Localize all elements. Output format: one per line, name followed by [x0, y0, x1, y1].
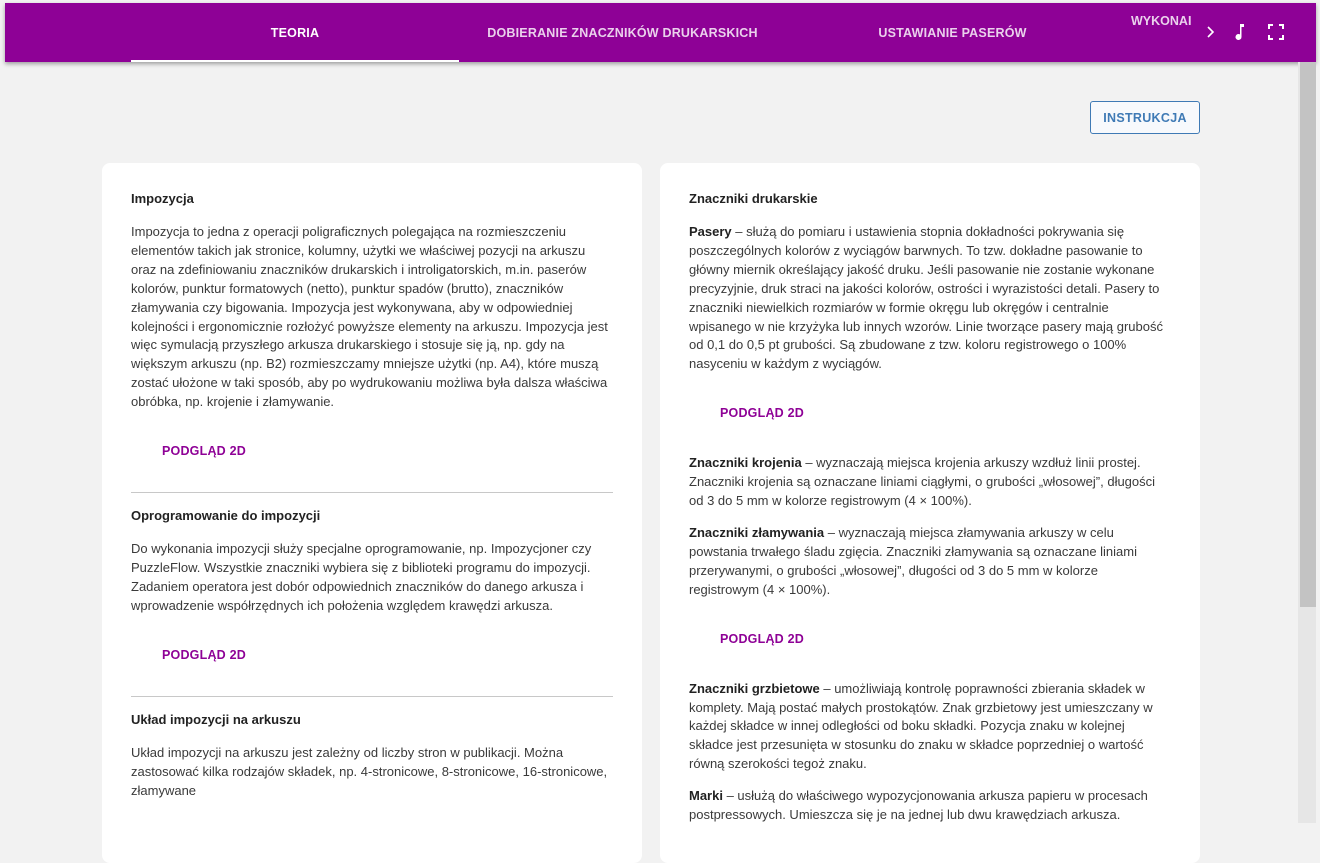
- section-text-oprogramowanie: Do wykonania impozycji służy specjalne oprogramowanie, np. Impozycjoner czy PuzzleFlow. Wszystkie znaczniki wybiera się z biblioteki programu do impozycji. Zadaniem operatora jest dobór odpowiednich znaczników do danego arkusza i wprowadzenie współrzędnych ich położenia względem krawędzi arkusza.: [131, 541, 592, 613]
- paragraph-pasery: Pasery – służą do pomiaru i ustawienia stopnia dokładności pokrywania się poszczególnych kolorów z wyciągów barwnych. To tzw. dokładne pasowanie to główny miernik określający jakość druku. Jeśli pasowanie nie zostanie wykonane precyzyjnie, druk straci na jakości kolorów, ostrości i wyrazistości detali. Pasery to znaczniki niewielkich rozmiarów w formie okręgu lub okręgów i centralnie wpisanego w nie krzyżyka lub innych wzorów. Linie tworzące pasery mają grubość od 0,1 do 0,5 pt grubości. Są zbudowane z tzw. koloru registrowego o 100% nasyceniu w każdym z wyciągów.: [689, 224, 1163, 372]
- term-zlamywania: Znaczniki złamywania: [689, 524, 825, 540]
- paragraph-zlamywania: Znaczniki złamywania – wyznaczają miejsca złamywania arkuszy w celu powstania trwałego śladu zgięcia. Znaczniki złamywania są oznaczane liniami przerywanymi, o grubości „włosowej”, długości od 3 do 5 mm w kolorze registrowym (4 × 100%).: [689, 524, 1137, 597]
- paragraph-marki: Marki – usłużą do właściwego wypozycjonowania arkusza papieru w procesach postpressowych. Umieszcza się je na jednej lub dwu krawędziach arkusza.: [689, 788, 1148, 823]
- right-content-card: [660, 163, 1200, 863]
- section-title-oprogramowanie: Oprogramowanie do impozycji: [131, 508, 321, 524]
- paragraph-grzbietowe: Znaczniki grzbietowe – umożliwiają kontrolę poprawności zbierania składek w komplety. Mają postać małych prostokątów. Znak grzbietowy jest umieszczany w każdej składce w innej odległości od boku składki. Pozycja znaku w kolejnej składce jest przesunięta w stosunku do znaku w składce poprzedniej o wartość równą szerokości tegoż znaku.: [689, 680, 1153, 772]
- term-grzbietowe: Znaczniki grzbietowe: [689, 680, 820, 696]
- tab-ustawianie-paserow[interactable]: [865, 3, 1040, 62]
- music-note-icon[interactable]: [1228, 21, 1250, 43]
- section-text-impozycja: Impozycja to jedna z operacji poligraficznych polegająca na rozmieszczeniu elementów takich jak stronice, kolumny, użytki we właściwej pozycji na arkuszu oraz na zdefiniowaniu znaczników drukarskich i introligatorskich, m.in. paserów kolorów, punktur formatowych (netto), punktur spadów (brutto), znaczników złamywania czy bigowania. Impozycja jest wykonywana, aby w odpowiedniej kolejności i ergonomicznie rozłożyć powyższe elementy na arkuszu. Impozycja jest więc symulacją przyszłego arkusza drukarskiego i stosuje się ją, np. gdy na większym arkuszu (np. B2) rozmieszczamy mniejsze użytki (np. A4), które muszą zostać ułożone w taki sposób, aby po wydrukowaniu możliwa była dalsza właściwa obróbka, np. krojenie i złamywanie.: [131, 224, 608, 410]
- section-title-uklad: Układ impozycji na arkuszu: [131, 711, 301, 727]
- divider: [131, 696, 613, 697]
- scrollbar-thumb[interactable]: [1300, 62, 1316, 607]
- instruction-button[interactable]: INSTRUKCJA: [1090, 101, 1200, 134]
- preview-2d-button[interactable]: PODGLĄD 2D: [162, 647, 246, 662]
- tab-teoria[interactable]: [131, 3, 459, 62]
- term-pasery: Pasery: [689, 224, 732, 239]
- tab-label: USTAWIANIE PASERÓW: [878, 25, 1027, 40]
- preview-2d-button[interactable]: PODGLĄD 2D: [720, 631, 804, 646]
- tab-label: DOBIERANIE ZNACZNIKÓW DRUKARSKICH: [487, 25, 758, 40]
- left-content-card: [102, 163, 642, 863]
- paragraph-krojenia: Znaczniki krojenia – wyznaczają miejsca krojenia arkuszy wzdłuż linii prostej. Znaczniki krojenia są oznaczane liniami ciągłymi, o grubości „włosowej”, długości od 3 do 5 mm w kolorze registrowym (4 × 100%).: [689, 455, 1156, 509]
- chevron-right-icon[interactable]: [1199, 21, 1221, 43]
- top-navigation-bar: [5, 3, 1316, 62]
- divider: [131, 492, 613, 493]
- section-title-znaczniki: Znaczniki drukarskie: [689, 191, 818, 206]
- term-marki: Marki: [689, 788, 723, 804]
- tab-label: TEORIA: [270, 25, 320, 40]
- tab-dobieranie-znacznikow[interactable]: [475, 3, 770, 62]
- section-text-uklad: Układ impozycji na arkuszu jest zależny od liczby stron w publikacji. Można zastosować kilka rodzajów składek, np. 4-stronicowe, 8-stronicowe, 16-stronicowe, złamywane: [131, 744, 608, 798]
- preview-2d-button[interactable]: PODGLĄD 2D: [162, 444, 246, 459]
- tab-wykonanie[interactable]: [1131, 14, 1193, 34]
- tab-label: WYKONAI: [1131, 14, 1192, 28]
- fullscreen-icon[interactable]: [1265, 21, 1287, 43]
- term-krojenia: Znaczniki krojenia: [689, 455, 802, 471]
- section-title-impozycja: Impozycja: [131, 191, 194, 206]
- preview-2d-button[interactable]: PODGLĄD 2D: [720, 406, 804, 421]
